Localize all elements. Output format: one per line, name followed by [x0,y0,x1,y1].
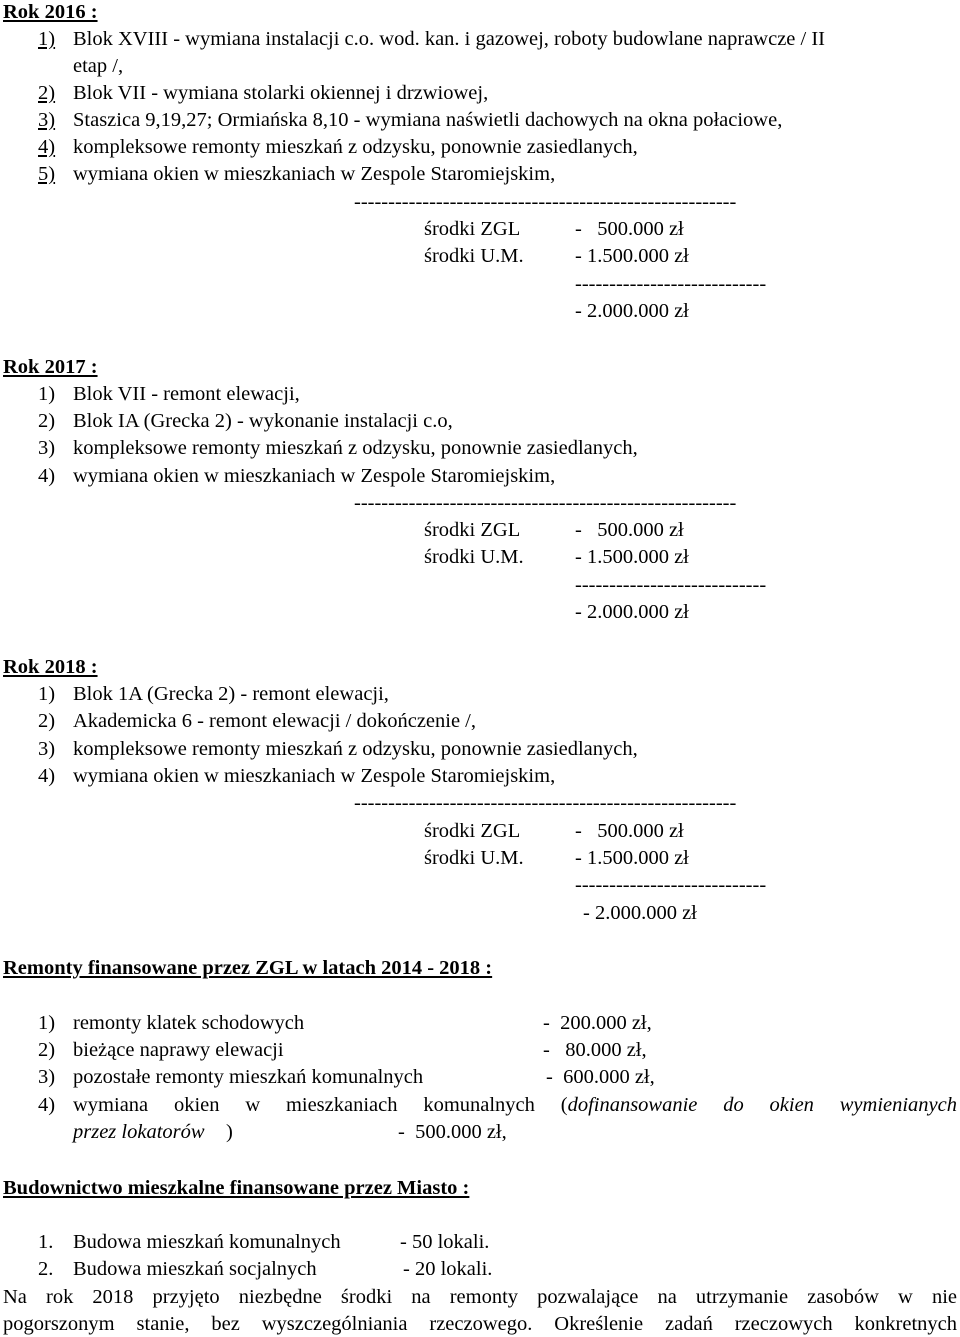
item-number: 4) [38,765,56,787]
funds-total: - 2.000.000 zł [575,300,689,322]
funds-zgl-value: - 500.000 zł [575,820,684,842]
funds-zgl-label: środki ZGL [424,519,521,541]
funds-zgl-value: - 500.000 zł [575,218,684,240]
item-amount: - 500.000 zł, [398,1121,507,1143]
item-text: bieżące naprawy elewacji [73,1039,284,1061]
funds-um-value: - 1.500.000 zł [575,847,689,869]
item-text: kompleksowe remonty mieszkań z odzysku, ponownie zasiedlanych, [73,738,638,760]
funds-zgl-label: środki ZGL [424,820,521,842]
closing-line: Na rok 2018 przyjęto niezbędne środki na remonty pozwalające na utrzymanie zasobów w nie [3,1286,957,1308]
item-text: Blok IA (Grecka 2) - wykonanie instalacji c.o, [73,410,453,432]
heading-2018: Rok 2018 : [3,656,98,678]
separator-long: -------------------------------------------------------- [354,792,737,814]
item-number: 1) [38,683,56,705]
item-number: 1) [38,28,56,50]
item-text: Blok XVIII - wymiana instalacji c.o. wod. kan. i gazowej, roboty budowlane naprawcze / II [73,28,825,50]
funds-um-value: - 1.500.000 zł [575,546,689,568]
funds-total: - 2.000.000 zł [583,902,697,924]
item-text: wymiana okien w mieszkaniach w Zespole Staromiejskim, [73,163,556,185]
item-text: remonty klatek schodowych [73,1012,305,1034]
item-number: 2) [38,1039,56,1061]
item-note: przez lokatorów [73,1121,205,1143]
item-note-close: ) [226,1121,233,1143]
funds-um-value: - 1.500.000 zł [575,245,689,267]
item-text: Blok VII - wymiana stolarki okiennej i drzwiowej, [73,82,489,104]
item-amount: - 80.000 zł, [543,1039,647,1061]
item-text-line1 [73,1093,957,1117]
separator-short: ---------------------------- [575,574,767,596]
heading-2016: Rok 2016 : [3,1,98,23]
item-number: 2) [38,710,56,732]
item-number: 1) [38,383,56,405]
item-amount: - 600.000 zł, [546,1066,655,1088]
item-text: Blok VII - remont elewacji, [73,383,300,405]
item-text: Budowa mieszkań komunalnych [73,1231,341,1253]
item-number: 4) [38,136,56,158]
item-amount: - 50 lokali. [400,1231,490,1253]
item-number: 3) [38,1066,56,1088]
item-text: wymiana okien w mieszkaniach komunalnych ( [73,1094,568,1116]
item-text: pozostałe remonty mieszkań komunalnych [73,1066,424,1088]
item-text: kompleksowe remonty mieszkań z odzysku, ponownie zasiedlanych, [73,437,638,459]
item-text: kompleksowe remonty mieszkań z odzysku, ponownie zasiedlanych, [73,136,638,158]
item-amount: - 20 lokali. [403,1258,493,1280]
item-text: Akademicka 6 - remont elewacji / dokończenie /, [73,710,477,732]
funds-um-label: środki U.M. [424,546,524,568]
funds-zgl-value: - 500.000 zł [575,519,684,541]
separator-long: -------------------------------------------------------- [354,191,737,213]
item-note: dofinansowanie do okien wymienianych [567,1094,958,1116]
funds-um-label: środki U.M. [424,245,524,267]
item-text: wymiana okien w mieszkaniach w Zespole Staromiejskim, [73,465,556,487]
item-number: 4) [38,465,56,487]
separator-long: -------------------------------------------------------- [354,492,737,514]
item-number: 2. [38,1258,54,1280]
separator-short: ---------------------------- [575,273,767,295]
item-continuation: etap /, [73,55,124,77]
item-text: wymiana okien w mieszkaniach w Zespole Staromiejskim, [73,765,556,787]
item-number: 1) [38,1012,56,1034]
closing-line: pogorszonym stanie, bez wyszczególniania rzeczowego. Określenie zadań rzeczowych konkretnych [3,1313,957,1335]
item-text: Budowa mieszkań socjalnych [73,1258,317,1280]
heading-zgl-repairs: Remonty finansowane przez ZGL w latach 2014 - 2018 : [3,957,493,979]
item-text: Staszica 9,19,27; Ormiańska 8,10 - wymiana naświetli dachowych na okna połaciowe, [73,109,783,131]
item-number: 2) [38,410,56,432]
item-number: 5) [38,163,56,185]
item-number: 3) [38,738,56,760]
funds-total: - 2.000.000 zł [575,601,689,623]
funds-zgl-label: środki ZGL [424,218,521,240]
item-number: 4) [38,1094,56,1116]
heading-housing: Budownictwo mieszkalne finansowane przez Miasto : [3,1177,470,1199]
funds-um-label: środki U.M. [424,847,524,869]
heading-2017: Rok 2017 : [3,356,98,378]
item-number: 2) [38,82,56,104]
item-number: 3) [38,109,56,131]
item-number: 3) [38,437,56,459]
item-amount: - 200.000 zł, [543,1012,652,1034]
separator-short: ---------------------------- [575,874,767,896]
item-number: 1. [38,1231,54,1253]
item-text: Blok 1A (Grecka 2) - remont elewacji, [73,683,389,705]
